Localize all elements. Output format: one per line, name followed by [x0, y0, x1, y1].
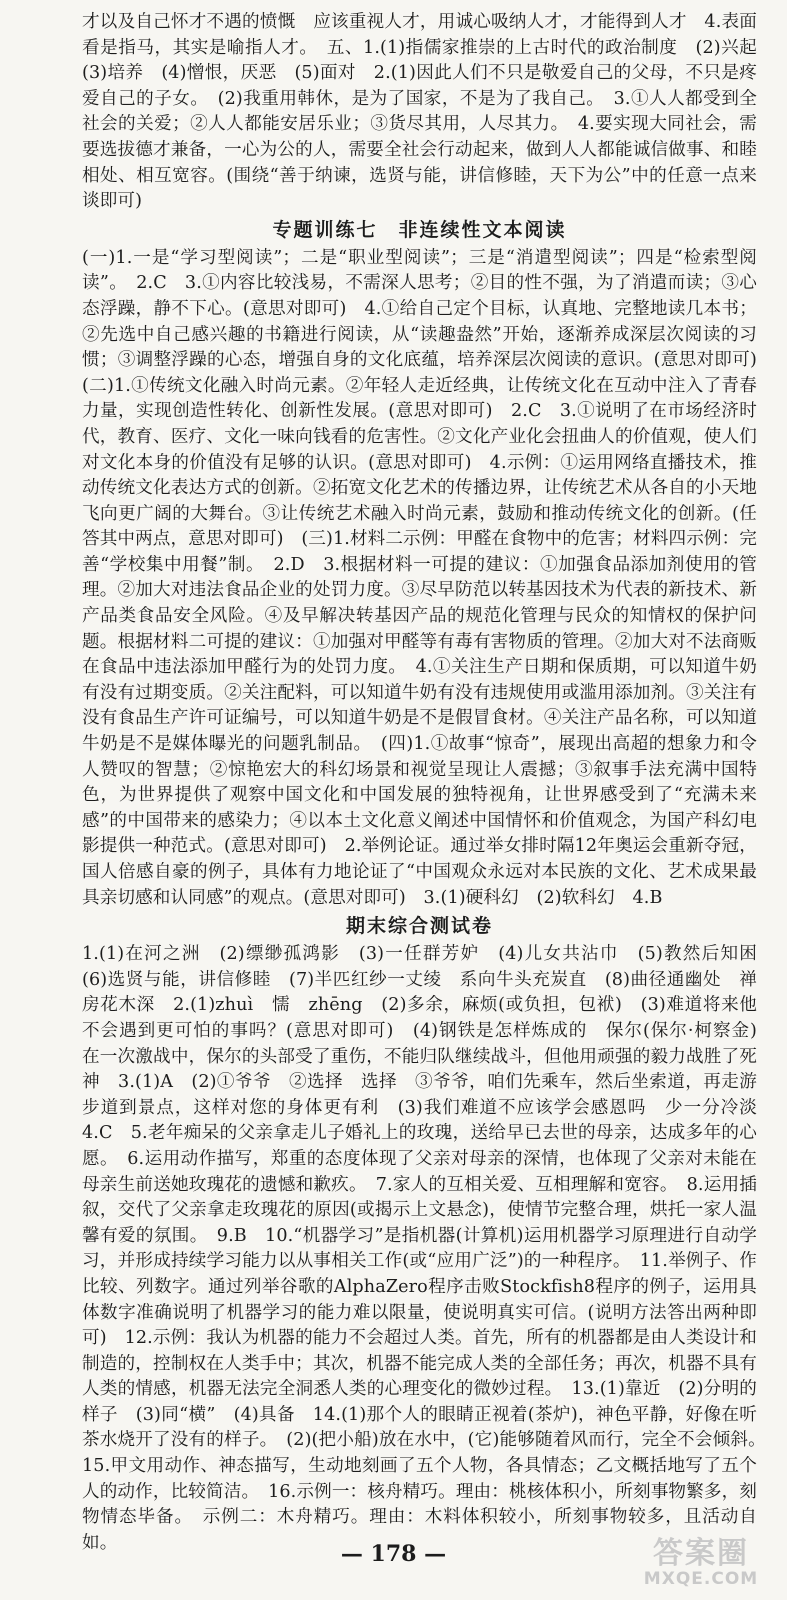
answer-paragraph: 1.(1)在河之洲 (2)缥缈孤鸿影 (3)一任群芳妒 (4)儿女共沾巾 (5)教然后知困 (6)选贤与能，讲信修睦 (7)半匹红纱一丈绫 系向牛头充炭直 (8)曲径通幽处 禅房花木深 2.(1)zhuì 懦 zhēng (2)多余，麻烦(或负担，包袱) (3)难道将来他不会遇到更可怕的事吗？(意思对即可) (4)钢铁是怎样炼成的 保尔(保尔·柯察金) 在一次激战中，保尔的头部受了重伤，不能归队继续战斗，但他用顽强的毅力战胜了死神 3.(1)A (2)①爷爷 ②选择 选择 ③爷爷，咱们先乘车，然后坐索道，再走游步道到景点，这样对您的身体更有利 (3)我们难道不应该学会感恩吗 少一分冷淡 4.C 5.老年痴呆的父亲拿走儿子婚礼上的玫瑰，送给早已去世的母亲，达成多年的心愿。 6.运用动作描写，郑重的态度体现了父亲对母亲的深情，也体现了父亲对未能在母亲生前送她玫瑰花的遗憾和歉疚。 7.家人的互相关爱、互相理解和宽容。 8.运用插叙，交代了父亲拿走玫瑰花的原因(或揭示上文悬念)，使情节完整合理，烘托一家人温馨有爱的氛围。 9.B 10.“机器学习”是指机器(计算机)运用机器学习原理进行自动学习，并形成持续学习能力以从事相关工作(或“应用广泛”)的一种程序。 11.举例子、作比较、列数字。通过列举谷歌的AlphaZero程序击败Stockfish8程序的例子，运用具体数字准确说明了机器学习的能力难以限量，使说明真实可信。(说明方法答出两种即可) 12.示例：我认为机器的能力不会超过人类。首先，所有的机器都是由人类设计和制造的，控制权在人类手中；其次，机器不能完成人类的全部任务；再次，机器不具有人类的情感，机器无法完全洞悉人类的心理变化的微妙过程。 13.(1)靠近 (2)分明的样子 (3)同“横” (4)具备 14.(1)那个人的眼睛正视着(茶炉)，神色平静，好像在听茶水烧开了没有的样子。 (2)(把小船)放在水中，(它)能够随着风而行，完全不会倾斜。 15.甲文用动作、神态描写，生动地刻画了五个人物，各具情态；乙文概括地写了五个人的动作，比较简洁。 16.示例一：核舟精巧。理由：桃核体积小，所刻事物繁多，刻物情态毕备。 示例二：木舟精巧。理由：木料体积较小，所刻事物较多，且活动自如。	[82, 944, 775, 1553]
answer-content	[82, 10, 775, 1556]
answer-paragraph: 才以及自己怀才不遇的愤慨 应该重视人才，用诚心吸纳人才，才能得到人才 4.表面看是指马，其实是喻指人才。 五、1.(1)指儒家推崇的上古时代的政治制度 (2)兴起 (3)培养 (4)憎恨，厌恶 (5)面对 2.(1)因此人们不只是敬爱自己的父母，不只是疼爱自己的子女。 (2)我重用韩休，是为了国家，不是为了我自己。 3.①人人都受到全社会的关爱；②人人都能安居乐业；③货尽其用，人尽其力。 4.要实现大同社会，需要选拔德才兼备，一心为公的人，需要全社会行动起来，做到人人都能诚信做事、和睦相处、相互宽容。(围绕“善于纳谏，选贤与能，讲信修睦，天下为公”中的任意一点来谈即可)	[82, 12, 775, 212]
watermark-logo	[637, 1538, 765, 1594]
section-heading-topic-7: 专题训练七 非连续性文本阅读	[272, 218, 567, 241]
watermark-url: MXQE.COM	[643, 1569, 759, 1589]
watermark-mark: 答案圈	[653, 1536, 749, 1571]
answer-paragraph: (一)1.一是“学习型阅读”；二是“职业型阅读”；三是“消遣型阅读”；四是“检索型阅读”。 2.C 3.①内容比较浅易，不需深人思考；②目的性不强，为了消遣而读；③心态浮躁，静不下心。(意思对即可) 4.①给自己定个目标，认真地、完整地读几本书；②先选中自己感兴趣的书籍进行阅读，从“读趣盎然”开始，逐渐养成深层次阅读的习惯；③调整浮躁的心态，增强自身的文化底蕴，培养深层次阅读的意识。(意思对即可) (二)1.①传统文化融入时尚元素。②年轻人走近经典，让传统文化在互动中注入了青春力量，实现创造性转化、创新性发展。(意思对即可) 2.C 3.①说明了在市场经济时代，教育、医疗、文化一味向钱看的危害性。②文化产业化会扭曲人的价值观，使人们对文化本身的价值没有足够的认识。(意思对即可) 4.示例：①运用网络直播技术，推动传统文化表达方式的创新。②拓宽文化艺术的传播边界，让传统艺术从各自的小天地飞向更广阔的大舞台。③让传统艺术融入时尚元素，鼓励和推动传统文化的创新。(任答其中两点，意思对即可) (三)1.材料二示例：甲醛在食物中的危害；材料四示例：完善“学校集中用餐”制。 2.D 3.根据材料一可提的建议：①加强食品添加剂使用的管理。②加大对违法食品企业的处罚力度。③尽早防范以转基因技术为代表的新技术、新产品类食品安全风险。④及早解决转基因产品的规范化管理与民众的知情权的保护问题。根据材料二可提的建议：①加强对甲醛等有毒有害物质的管理。②加大对不法商贩在食品中违法添加甲醛行为的处罚力度。 4.①关注生产日期和保质期，可以知道牛奶有没有过期变质。②关注配料，可以知道牛奶有没有违规使用或滥用添加剂。③关注有没有食品生产许可证编号，可以知道牛奶是不是假冒食材。④关注产品名称，可以知道牛奶是不是媒体曝光的问题乳制品。 (四)1.①故事“惊奇”，展现出高超的想象力和令人赞叹的智慧；②惊艳宏大的科幻场景和视觉呈现让人震撼；③叙事手法充满中国特色，为世界提供了观察中国文化和中国发展的独特视角，让世界感受到了“充满未来感”的中国带来的感染力；④以本土文化意义阐述中国情怀和价值观念，为国产科幻电影提供一种范式。(意思对即可) 2.举例论证。通过举女排时隔12年奥运会重新夺冠，国人倍感自豪的例子，具体有力地论证了“中国观众永远对本民族的文化、艺术成果最具亲切感和认同感”的观点。(意思对即可) 3.(1)硬科幻 (2)软科幻 4.B	[82, 247, 775, 908]
page-number: — 178 —	[340, 1541, 447, 1567]
section-heading-final-exam: 期末综合测试卷	[345, 915, 493, 938]
